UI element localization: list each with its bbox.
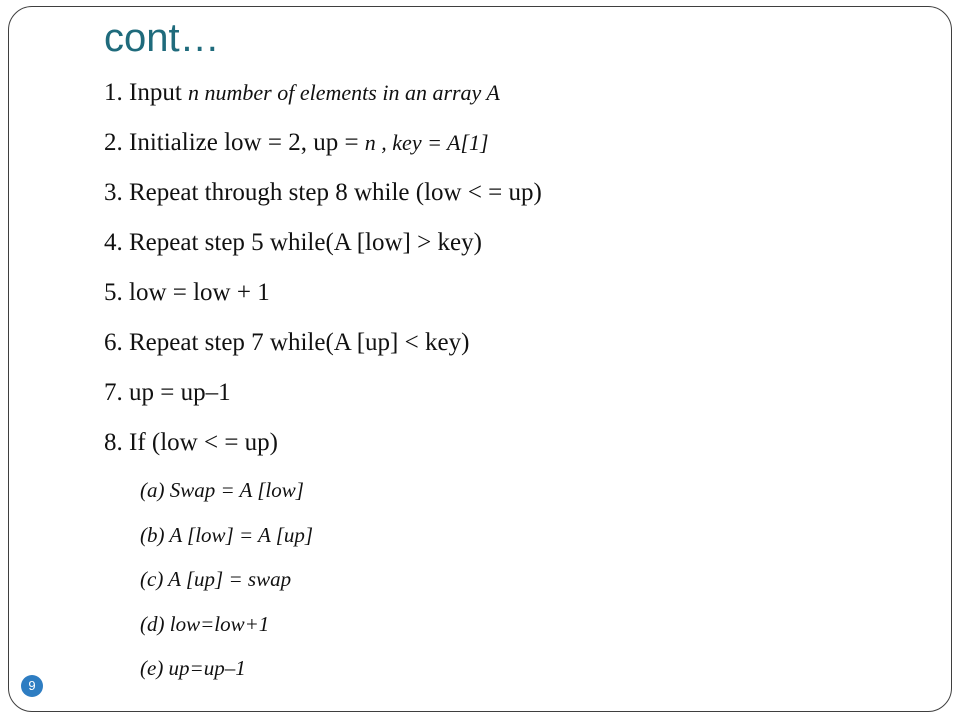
- step-emphasis: n , key = A[1]: [364, 130, 489, 155]
- step-2: [104, 118, 542, 168]
- step-text: 7. up = up–1: [104, 379, 231, 406]
- step-text: 8. If (low < = up): [104, 429, 278, 456]
- step-text: 3. Repeat through step 8 while (low < = up): [104, 179, 542, 206]
- substep-c: (c) A [up] = swap: [140, 567, 292, 591]
- page-number-badge: 9: [21, 675, 43, 697]
- step-text: 6. Repeat step 7 while(A [up] < key): [104, 329, 470, 356]
- step-5: [104, 268, 542, 318]
- step-1: [104, 68, 542, 118]
- step-text: 2. Initialize low = 2, up =: [104, 129, 365, 156]
- substep-d: (d) low=low+1: [140, 611, 270, 636]
- step-emphasis: n number of elements in an array A: [188, 80, 500, 105]
- step-6: [104, 318, 542, 368]
- substep-e: (e) up=up–1: [140, 656, 246, 680]
- step-4: [104, 218, 542, 268]
- substep-b: (b) A [low] = A [up]: [140, 522, 314, 547]
- substep-a: (a) Swap = A [low]: [140, 478, 304, 502]
- algorithm-steps: [104, 68, 542, 691]
- step-text: 1. Input: [104, 79, 189, 106]
- step-text: 4. Repeat step 5 while(A [low] > key): [104, 229, 482, 256]
- step-7: [104, 368, 542, 418]
- step-text: 5. low = low + 1: [104, 279, 270, 306]
- step-8: [104, 418, 542, 468]
- slide-title: cont…: [104, 16, 220, 60]
- step-3: [104, 168, 542, 218]
